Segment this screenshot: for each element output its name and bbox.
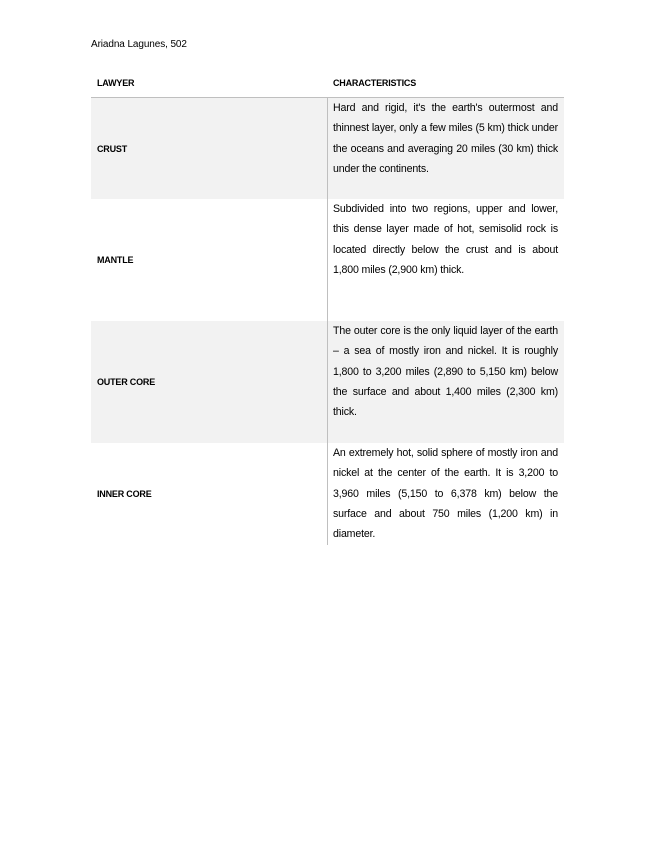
earth-layers-table: [91, 75, 564, 545]
layer-name: CRUST: [97, 143, 127, 154]
table-row: [91, 199, 564, 321]
layer-description: An extremely hot, solid sphere of mostly iron and nickel at the center of the earth. It is 3,200 to 3,960 miles (5,150 to 6,378 km) below the surface and about 750 miles (1,200 km) in diameter.: [333, 447, 558, 541]
layer-description-cell: [327, 443, 564, 545]
layer-name: MANTLE: [97, 255, 134, 265]
layer-description: The outer core is the only liquid layer of the earth – a sea of mostly iron and nickel. It is roughly 1,800 to 3,200 miles (2,890 to 5,150 km) below the surface and about 1,400 miles (2,300 km) thick.: [333, 325, 558, 419]
table-row: [91, 97, 564, 199]
column-header-layer: LAWYER: [97, 78, 135, 88]
table-row: [91, 443, 564, 545]
layer-description: Hard and rigid, it's the earth's outermost and thinnest layer, only a few miles (5 km) thick under the oceans and averaging 20 miles (30 km) thick under the continents.: [333, 102, 558, 175]
layer-description-cell: [327, 199, 564, 321]
author-name: Ariadna Lagunes, 502: [91, 39, 187, 50]
layer-name: OUTER CORE: [97, 377, 156, 387]
table-header-row: [91, 75, 564, 97]
layer-name: INNER CORE: [97, 489, 152, 499]
layer-description-cell: [327, 321, 564, 443]
layer-description-cell: [327, 98, 564, 199]
column-header-characteristics: CHARACTERISTICS: [333, 78, 417, 88]
table-row: [91, 321, 564, 443]
layer-description: Subdivided into two regions, upper and lower, this dense layer made of hot, semisolid rock is located directly below the crust and is about 1,800 miles (2,900 km) thick.: [333, 203, 558, 276]
